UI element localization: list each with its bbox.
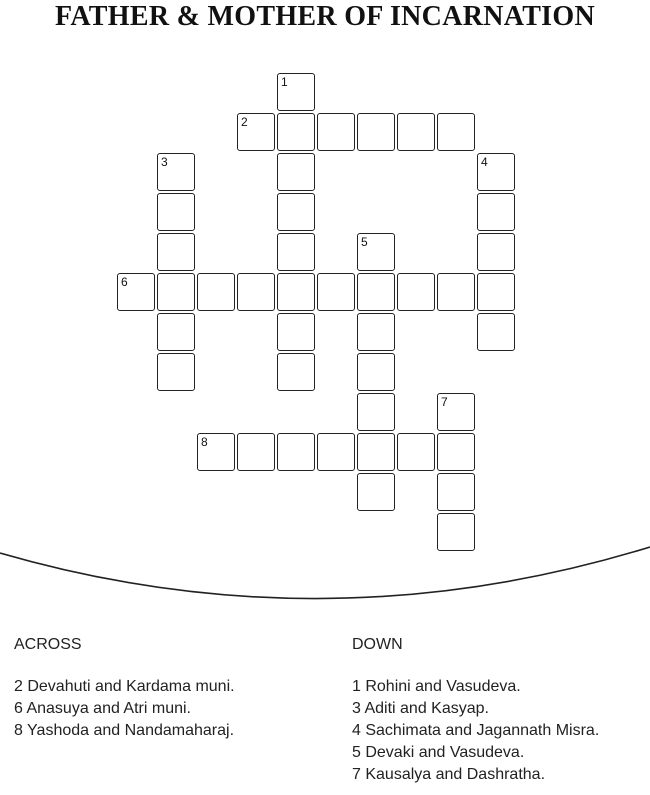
- clue-number: 7: [441, 395, 448, 409]
- grid-cell[interactable]: [477, 313, 515, 351]
- grid-cell[interactable]: [237, 273, 275, 311]
- across-clues: [14, 635, 235, 742]
- grid-cell[interactable]: [357, 393, 395, 431]
- grid-cell[interactable]: [357, 353, 395, 391]
- clue-number: 6: [121, 275, 128, 289]
- grid-cell[interactable]: [317, 433, 355, 471]
- grid-cell[interactable]: [277, 153, 315, 191]
- grid-cell[interactable]: [357, 273, 395, 311]
- grid-cell[interactable]: [397, 273, 435, 311]
- grid-cell[interactable]: [157, 193, 195, 231]
- grid-cell[interactable]: [117, 273, 155, 311]
- puzzle-title: FATHER & MOTHER OF INCARNATION: [55, 1, 595, 32]
- grid-cell[interactable]: [437, 433, 475, 471]
- grid-cell[interactable]: [437, 473, 475, 511]
- grid-cell[interactable]: [277, 313, 315, 351]
- across-clue-2: 2 Devahuti and Kardama muni.: [14, 678, 235, 695]
- across-heading: ACROSS: [14, 636, 82, 653]
- grid-cell[interactable]: [357, 433, 395, 471]
- grid-cell[interactable]: [237, 113, 275, 151]
- down-clue-1: 1 Rohini and Vasudeva.: [352, 678, 521, 695]
- grid-cell[interactable]: [477, 153, 515, 191]
- grid-cell[interactable]: [197, 433, 235, 471]
- grid-cell[interactable]: [197, 273, 235, 311]
- grid-cell[interactable]: [157, 353, 195, 391]
- grid-cell[interactable]: [477, 233, 515, 271]
- grid-cell[interactable]: [277, 353, 315, 391]
- grid-cell[interactable]: [437, 113, 475, 151]
- grid-cell[interactable]: [477, 273, 515, 311]
- down-heading: DOWN: [352, 636, 403, 653]
- grid-cell[interactable]: [277, 273, 315, 311]
- grid-cell[interactable]: [477, 193, 515, 231]
- clue-number: 2: [241, 115, 248, 129]
- grid-cell[interactable]: [397, 433, 435, 471]
- grid-cell[interactable]: [157, 233, 195, 271]
- grid-cell[interactable]: [277, 73, 315, 111]
- grid-cell[interactable]: [357, 473, 395, 511]
- clue-number: 3: [161, 155, 168, 169]
- grid-cell[interactable]: [277, 233, 315, 271]
- grid-cell[interactable]: [357, 233, 395, 271]
- grid-cell[interactable]: [437, 393, 475, 431]
- across-clue-6: 6 Anasuya and Atri muni.: [14, 700, 191, 717]
- grid-cell[interactable]: [157, 313, 195, 351]
- clue-number: 4: [481, 155, 488, 169]
- grid-cell[interactable]: [397, 113, 435, 151]
- grid-cell[interactable]: [357, 113, 395, 151]
- grid-cell[interactable]: [317, 113, 355, 151]
- clue-number: 1: [281, 75, 288, 89]
- down-clue-5: 5 Devaki and Vasudeva.: [352, 744, 525, 761]
- grid-cell[interactable]: [157, 153, 195, 191]
- down-clues: [352, 635, 599, 786]
- grid-cell[interactable]: [157, 273, 195, 311]
- across-clue-8: 8 Yashoda and Nandamaharaj.: [14, 722, 235, 739]
- grid-cell[interactable]: [437, 273, 475, 311]
- decorative-arc: [0, 535, 650, 610]
- down-clue-7: 7 Kausalya and Dashratha.: [352, 766, 546, 783]
- grid-cell[interactable]: [317, 273, 355, 311]
- grid-cell[interactable]: [277, 433, 315, 471]
- grid-cell[interactable]: [357, 313, 395, 351]
- clue-number: 8: [201, 435, 208, 449]
- down-clue-3: 3 Aditi and Kasyap.: [352, 700, 489, 717]
- grid-cell[interactable]: [277, 193, 315, 231]
- grid-cell[interactable]: [277, 113, 315, 151]
- down-clue-4: 4 Sachimata and Jagannath Misra.: [352, 722, 600, 739]
- grid-cell[interactable]: [237, 433, 275, 471]
- clue-number: 5: [361, 235, 368, 249]
